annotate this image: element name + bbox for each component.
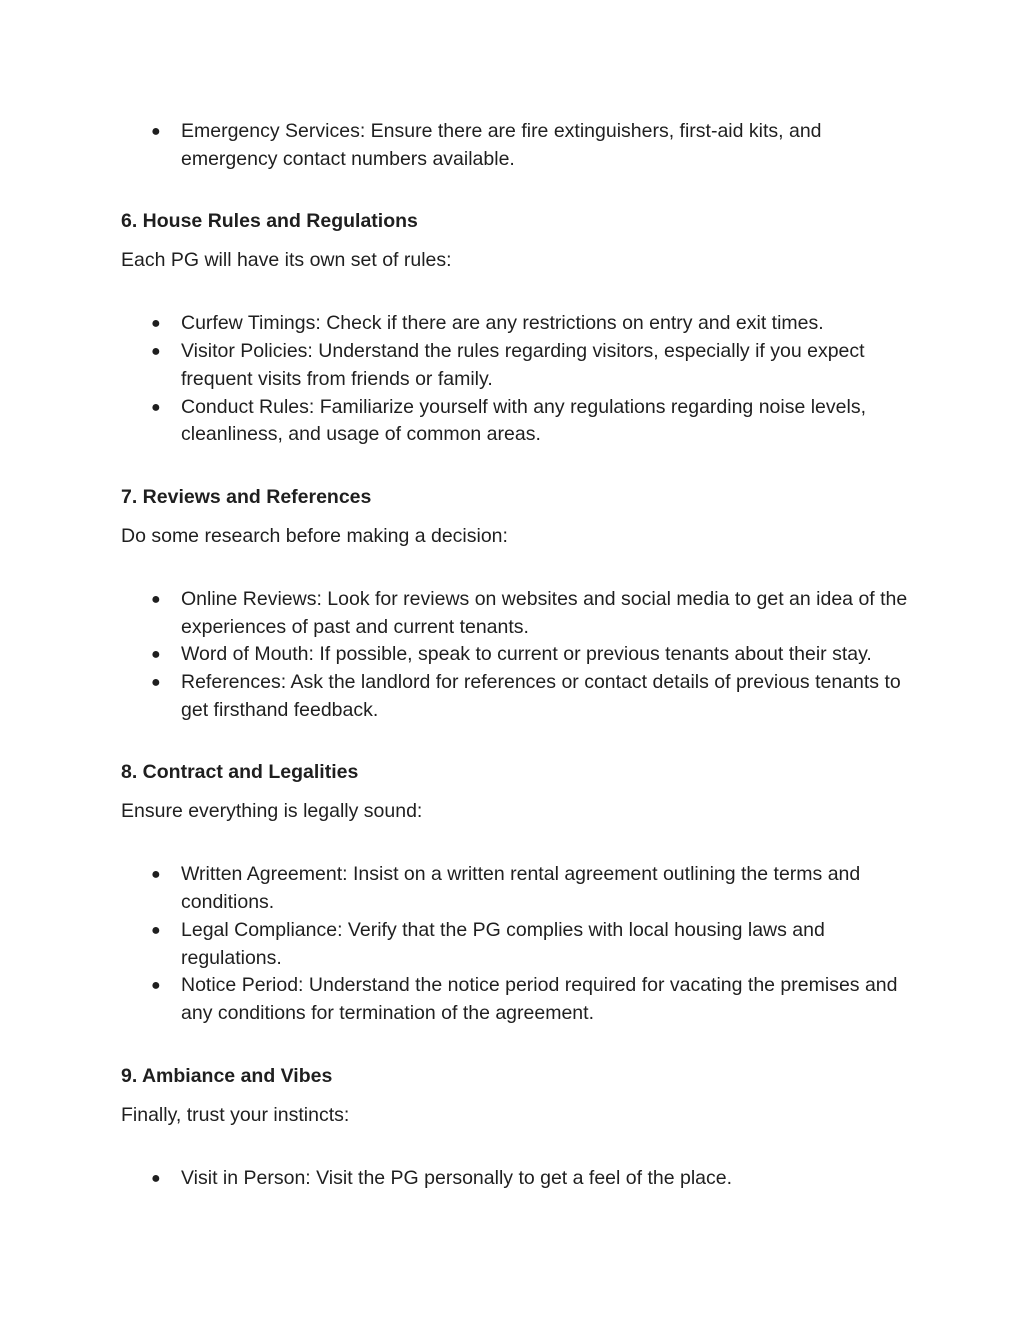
bullet-icon: ● [151, 343, 161, 361]
list-item [121, 917, 911, 972]
list-item-text: Notice Period: Understand the notice period required for vacating the premises and any conditions for termination of the agreement. [181, 974, 898, 1024]
list-item [121, 310, 911, 338]
section-intro: Do some research before making a decision: [121, 524, 508, 547]
list-item [121, 118, 911, 173]
list-item-text: Visitor Policies: Understand the rules regarding visitors, especially if you expect frequent visits from friends or family. [181, 340, 865, 390]
section-reviews-references [121, 484, 911, 725]
list-item [121, 338, 911, 393]
section-heading: 6. House Rules and Regulations [121, 210, 418, 233]
section-bullet-list [121, 861, 911, 1027]
section-intro: Ensure everything is legally sound: [121, 800, 423, 823]
bullet-icon: ● [151, 315, 161, 333]
bullet-icon: ● [151, 123, 161, 140]
list-item [121, 641, 911, 669]
list-item-text: Online Reviews: Look for reviews on websites and social media to get an idea of the experiences of past and current tenants. [181, 587, 908, 638]
list-item-text: Curfew Timings: Check if there are any restrictions on entry and exit times. [181, 312, 824, 335]
top-bullet-list [121, 118, 911, 173]
bullet-icon: ● [151, 977, 161, 995]
list-item [121, 586, 911, 641]
list-item [121, 669, 911, 724]
list-item-text: Emergency Services: Ensure there are fire extinguishers, first-aid kits, and emergency contact numbers available. [181, 120, 822, 170]
section-intro: Each PG will have its own set of rules: [121, 249, 452, 272]
section-ambiance-vibes [121, 1063, 911, 1193]
section-heading: 8. Contract and Legalities [121, 761, 359, 784]
bullet-icon: ● [151, 866, 161, 884]
bullet-icon: ● [151, 646, 161, 664]
list-item [121, 972, 911, 1027]
list-item-text: Written Agreement: Insist on a written rental agreement outlining the terms and conditions. [181, 863, 861, 914]
bullet-icon: ● [151, 674, 161, 692]
list-item [121, 394, 911, 449]
section-intro: Finally, trust your instincts: [121, 1103, 350, 1126]
section-heading: 9. Ambiance and Vibes [121, 1064, 333, 1087]
bullet-icon: ● [151, 590, 161, 608]
list-item [121, 1165, 911, 1193]
list-item-text: Legal Compliance: Verify that the PG complies with local housing laws and regulations. [181, 918, 825, 969]
list-item-text: Conduct Rules: Familiarize yourself with any regulations regarding noise levels, cleanliness, and usage of common areas. [181, 395, 866, 446]
list-item-text: Visit in Person: Visit the PG personally to get a feel of the place. [181, 1166, 733, 1189]
document-content [121, 118, 911, 1192]
section-house-rules [121, 208, 911, 449]
list-item-text: References: Ask the landlord for references or contact details of previous tenants to get firsthand feedback. [181, 671, 901, 721]
bullet-icon: ● [151, 1169, 161, 1187]
section-bullet-list [121, 310, 911, 449]
bullet-icon: ● [151, 921, 161, 939]
bullet-icon: ● [151, 398, 161, 416]
section-bullet-list [121, 1165, 911, 1193]
section-bullet-list [121, 586, 911, 725]
section-contract-legalities [121, 759, 911, 1027]
list-item-text: Word of Mouth: If possible, speak to current or previous tenants about their stay. [181, 643, 872, 666]
section-heading: 7. Reviews and References [121, 485, 372, 508]
list-item [121, 861, 911, 916]
